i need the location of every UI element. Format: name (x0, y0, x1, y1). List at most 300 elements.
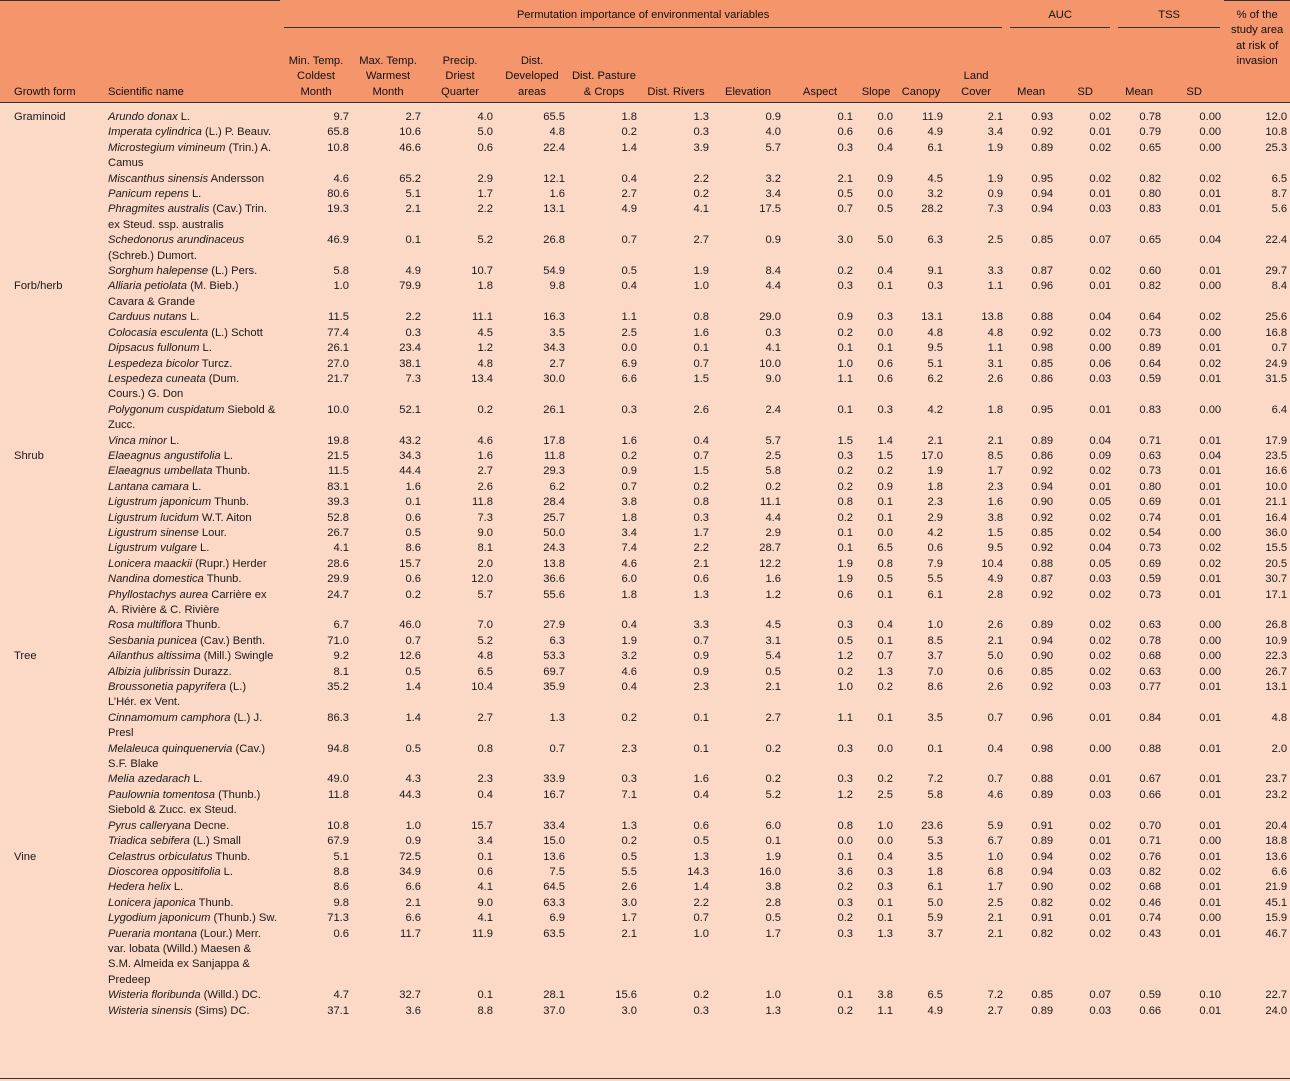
land-cover-cell: 8.5 (987, 449, 1004, 462)
land-cover-cell: 4.9 (987, 573, 1004, 586)
slope-cell: 0.6 (877, 357, 893, 370)
max-temp-cell: 0.3 (405, 326, 421, 339)
auc-sd-cell: 0.02 (1089, 634, 1112, 647)
canopy-cell: 13.1 (921, 311, 943, 324)
canopy-cell: 8.5 (927, 634, 943, 647)
scientific-name-cell (100, 572, 280, 587)
growth-form-cell (0, 927, 100, 989)
table-row (0, 495, 1290, 510)
tss-mean-cell: 0.68 (1139, 881, 1162, 894)
auc-mean-cell: 0.85 (1031, 357, 1054, 370)
auc-sd-cell: 0.03 (1089, 372, 1112, 385)
tss-sd-cell: 0.00 (1199, 650, 1222, 663)
auc-sd-cell: 0.07 (1089, 234, 1112, 247)
table-row (0, 403, 1290, 434)
min-temp-cell: 19.8 (327, 434, 349, 447)
dist-pasture-cell: 0.5 (621, 265, 637, 278)
auc-mean-cell: 0.89 (1031, 835, 1054, 848)
canopy-cell: 17.0 (921, 449, 943, 462)
tss-mean-cell: 0.59 (1139, 989, 1162, 1002)
risk-cell: 36.0 (1265, 526, 1288, 539)
growth-form-cell (0, 896, 100, 911)
max-temp-cell: 34.3 (399, 449, 421, 462)
precip-cell: 2.0 (477, 557, 493, 570)
precip-cell: 7.0 (477, 619, 493, 632)
precip-cell: 4.8 (477, 650, 493, 663)
table-row (0, 357, 1290, 372)
precip-cell: 2.3 (477, 773, 493, 786)
dist-developed-cell: 11.8 (544, 449, 565, 462)
auc-mean-cell: 0.94 (1031, 850, 1054, 863)
elevation-cell: 1.2 (765, 588, 781, 601)
min-temp-cell: 10.8 (327, 819, 349, 832)
dist-developed-cell: 16.3 (543, 311, 565, 324)
species-authority: (Lour.) Merr. var. lobata (Willd.) Maesen & S.M. Almeida ex Sanjappa & Predeep (108, 927, 261, 986)
canopy-cell: 6.1 (927, 141, 943, 154)
auc-mean-cell: 0.86 (1031, 449, 1054, 462)
canopy-cell: 1.8 (927, 865, 943, 878)
species-name: Sorghum halepense (108, 265, 209, 278)
min-temp-cell: 67.9 (327, 835, 349, 848)
slope-cell: 0.1 (877, 342, 893, 355)
land-cover-cell: 1.7 (987, 881, 1004, 894)
dist-rivers-cell: 0.4 (693, 788, 709, 801)
precip-cell: 4.5 (477, 326, 493, 339)
risk-cell: 24.9 (1265, 357, 1288, 370)
land-cover-cell: 5.9 (987, 819, 1004, 832)
growth-form-cell (0, 264, 100, 279)
tss-sd-cell: 0.00 (1199, 141, 1222, 154)
tss-sd-cell: 0.00 (1199, 619, 1222, 632)
dist-rivers-cell: 2.1 (693, 557, 709, 570)
scientific-name-cell (100, 541, 280, 556)
risk-cell: 46.7 (1265, 927, 1288, 940)
canopy-cell: 0.1 (927, 742, 943, 755)
dist-rivers-cell: 1.7 (693, 526, 709, 539)
auc-sd-cell: 0.02 (1089, 665, 1112, 678)
growth-form-cell (0, 557, 100, 572)
dist-developed-cell: 15.0 (543, 835, 565, 848)
dist-developed-cell: 7.5 (549, 865, 565, 878)
precip-cell: 2.7 (477, 465, 493, 478)
tss-sd-cell: 0.00 (1199, 526, 1222, 539)
dist-developed-cell: 4.8 (549, 126, 565, 139)
elevation-cell: 0.5 (765, 912, 781, 925)
max-temp-cell: 44.4 (399, 465, 421, 478)
species-authority: (Sims) DC. (194, 1004, 250, 1017)
slope-cell: 2.5 (877, 788, 893, 801)
auc-mean-cell: 0.88 (1031, 557, 1054, 570)
slope-cell: 5.0 (877, 234, 893, 247)
precip-cell: 7.3 (477, 511, 493, 524)
risk-cell: 16.8 (1265, 326, 1288, 339)
aspect-cell: 0.1 (837, 403, 853, 416)
header-elevation: Elevation (712, 28, 784, 102)
growth-form-cell (0, 372, 100, 403)
slope-cell: 0.7 (877, 650, 893, 663)
precip-cell: 12.0 (471, 573, 493, 586)
table-row (0, 742, 1290, 773)
risk-cell: 21.9 (1265, 881, 1288, 894)
tss-sd-cell: 0.02 (1199, 865, 1222, 878)
land-cover-cell: 2.1 (987, 927, 1004, 940)
max-temp-cell: 5.1 (405, 188, 421, 201)
header-dist-developed: Dist. Developed areas (496, 28, 568, 102)
auc-sd-cell: 0.03 (1089, 788, 1112, 801)
precip-cell: 6.5 (477, 665, 493, 678)
species-authority: (Trin.) A. Camus (108, 141, 272, 170)
tss-sd-cell: 0.01 (1199, 1004, 1222, 1017)
precip-cell: 4.1 (477, 881, 493, 894)
table-row (0, 326, 1290, 341)
scientific-name-cell (100, 634, 280, 649)
canopy-cell: 5.9 (927, 912, 943, 925)
slope-cell: 3.8 (877, 989, 893, 1002)
tss-mean-cell: 0.74 (1139, 912, 1162, 925)
aspect-cell: 1.5 (837, 434, 853, 447)
max-temp-cell: 43.2 (399, 434, 421, 447)
growth-form-cell (0, 233, 100, 264)
scientific-name-cell (100, 649, 280, 664)
dist-developed-cell: 16.7 (543, 788, 565, 801)
elevation-cell: 5.4 (765, 650, 781, 663)
risk-cell: 22.4 (1265, 234, 1288, 247)
max-temp-cell: 46.0 (399, 619, 421, 632)
header-bottom-rule (0, 102, 1290, 103)
max-temp-cell: 15.7 (399, 557, 421, 570)
land-cover-cell: 7.3 (987, 203, 1004, 216)
auc-sd-cell: 0.02 (1089, 650, 1112, 663)
risk-cell: 22.7 (1265, 989, 1288, 1002)
aspect-cell: 0.1 (837, 526, 853, 539)
dist-rivers-cell: 0.1 (693, 342, 709, 355)
species-name: Dioscorea oppositifolia (108, 865, 221, 878)
table-row (0, 618, 1290, 633)
precip-cell: 4.6 (477, 434, 493, 447)
scientific-name-cell (100, 742, 280, 773)
scientific-name-cell (100, 434, 280, 449)
dist-pasture-cell: 2.1 (621, 927, 637, 940)
slope-cell: 0.1 (877, 280, 893, 293)
table-row (0, 279, 1290, 310)
risk-cell: 10.9 (1265, 634, 1288, 647)
species-name: Nandina domestica (108, 573, 204, 586)
species-authority: L. (191, 480, 202, 493)
max-temp-cell: 11.7 (400, 927, 421, 940)
min-temp-cell: 10.0 (327, 403, 349, 416)
auc-sd-cell: 0.02 (1089, 526, 1112, 539)
aspect-cell: 0.5 (837, 188, 853, 201)
table-row (0, 711, 1290, 742)
tss-mean-cell: 0.64 (1139, 357, 1162, 370)
dist-developed-cell: 3.5 (549, 326, 565, 339)
growth-form-cell (0, 865, 100, 880)
canopy-cell: 4.8 (927, 326, 943, 339)
species-name: Elaeagnus umbellata (108, 465, 213, 478)
slope-cell: 0.1 (877, 634, 893, 647)
aspect-cell: 0.2 (837, 665, 853, 678)
growth-form-cell (0, 788, 100, 819)
species-name: Ligustrum japonicum (108, 496, 212, 509)
species-name: Carduus nutans (108, 311, 187, 324)
canopy-cell: 3.5 (927, 850, 943, 863)
dist-pasture-cell: 3.0 (621, 1004, 637, 1017)
auc-sd-cell: 0.02 (1089, 172, 1112, 185)
aspect-cell: 1.0 (837, 681, 853, 694)
dist-rivers-cell: 0.9 (693, 665, 709, 678)
dist-rivers-cell: 1.0 (693, 927, 709, 940)
land-cover-cell: 2.1 (987, 111, 1004, 123)
dist-pasture-cell: 1.8 (621, 111, 637, 123)
dist-developed-cell: 50.0 (543, 526, 565, 539)
table-row (0, 264, 1290, 279)
canopy-cell: 2.1 (927, 434, 943, 447)
dist-developed-cell: 13.8 (543, 557, 565, 570)
growth-form-cell: Shrub (14, 449, 44, 462)
growth-form-cell (0, 665, 100, 680)
auc-mean-cell: 0.88 (1031, 773, 1054, 786)
tss-sd-cell: 0.00 (1199, 835, 1222, 848)
auc-sd-cell: 0.01 (1089, 480, 1112, 493)
species-authority: Siebold & Zucc. (108, 403, 276, 432)
canopy-cell: 5.0 (927, 896, 943, 909)
elevation-cell: 2.7 (765, 711, 781, 724)
header-risk: % of the study area at risk of invasion (1224, 0, 1290, 102)
species-authority: (L.) Small (192, 835, 241, 848)
precip-cell: 13.4 (471, 372, 493, 385)
header-growth-form: Growth form (0, 28, 100, 102)
tss-sd-cell: 0.02 (1199, 357, 1222, 370)
tss-mean-cell: 0.73 (1139, 465, 1162, 478)
table-bottom-rule (0, 1078, 1290, 1079)
min-temp-cell: 49.0 (327, 773, 349, 786)
elevation-cell: 1.7 (765, 927, 781, 940)
risk-cell: 26.7 (1265, 665, 1288, 678)
auc-sd-cell: 0.02 (1089, 819, 1112, 832)
table-row (0, 434, 1290, 449)
scientific-name-cell (100, 310, 280, 325)
max-temp-cell: 2.1 (405, 896, 421, 909)
risk-cell: 6.5 (1271, 172, 1288, 185)
auc-mean-cell: 0.96 (1031, 711, 1054, 724)
canopy-cell: 3.2 (927, 188, 943, 201)
precip-cell: 0.4 (477, 788, 493, 801)
aspect-cell: 0.3 (837, 742, 853, 755)
aspect-cell: 1.2 (837, 650, 853, 663)
risk-cell: 10.0 (1265, 480, 1288, 493)
precip-cell: 8.8 (477, 1004, 493, 1017)
species-authority: Thunb. (185, 619, 221, 632)
growth-form-cell (0, 357, 100, 372)
dist-developed-cell: 6.2 (549, 480, 565, 493)
tss-mean-cell: 0.70 (1139, 819, 1162, 832)
aspect-cell: 3.6 (837, 865, 853, 878)
precip-cell: 0.6 (477, 865, 493, 878)
growth-form-cell (0, 680, 100, 711)
canopy-cell: 6.1 (927, 588, 943, 601)
canopy-cell: 5.1 (927, 357, 943, 370)
header-min-temp: Min. Temp. Coldest Month (280, 28, 352, 102)
auc-sd-cell: 0.00 (1089, 342, 1112, 355)
min-temp-cell: 29.9 (327, 573, 349, 586)
tss-mean-cell: 0.83 (1139, 403, 1162, 416)
max-temp-cell: 1.6 (405, 480, 421, 493)
min-temp-cell: 9.7 (333, 111, 349, 123)
risk-cell: 6.6 (1271, 865, 1288, 878)
species-name: Schedonorus arundinaceus (108, 234, 245, 247)
elevation-cell: 8.4 (765, 265, 781, 278)
dist-rivers-cell: 1.3 (693, 850, 709, 863)
aspect-cell: 0.1 (837, 850, 853, 863)
dist-pasture-cell: 0.4 (621, 280, 637, 293)
tss-sd-cell: 0.00 (1199, 912, 1222, 925)
slope-cell: 0.3 (877, 881, 893, 894)
slope-cell: 0.9 (877, 480, 893, 493)
slope-cell: 0.4 (877, 265, 893, 278)
dist-developed-cell: 27.9 (543, 619, 565, 632)
risk-cell: 29.7 (1265, 265, 1288, 278)
risk-cell: 22.3 (1265, 650, 1288, 663)
dist-pasture-cell: 0.2 (621, 126, 637, 139)
scientific-name-cell (100, 834, 280, 849)
tss-sd-cell: 0.10 (1199, 989, 1222, 1002)
tss-sd-cell: 0.01 (1199, 480, 1222, 493)
precip-cell: 5.2 (477, 234, 493, 247)
risk-cell: 18.8 (1265, 835, 1288, 848)
tss-mean-cell: 0.73 (1139, 542, 1162, 555)
precip-cell: 9.0 (477, 526, 493, 539)
auc-mean-cell: 0.90 (1031, 881, 1054, 894)
elevation-cell: 28.7 (759, 542, 781, 555)
tss-mean-cell: 0.73 (1139, 588, 1162, 601)
max-temp-cell: 4.9 (405, 265, 421, 278)
species-name: Ailanthus altissima (108, 650, 201, 663)
table-row (0, 572, 1290, 587)
auc-sd-cell: 0.02 (1089, 881, 1112, 894)
species-name: Alliaria petiolata (108, 280, 187, 293)
canopy-cell: 4.2 (927, 403, 943, 416)
table-row (0, 911, 1290, 926)
auc-mean-cell: 0.92 (1031, 326, 1054, 339)
risk-cell: 13.6 (1265, 850, 1288, 863)
dist-pasture-cell: 2.3 (621, 742, 637, 755)
species-authority: L. (223, 865, 234, 878)
slope-cell: 0.4 (877, 141, 893, 154)
species-authority: L. (193, 773, 203, 786)
max-temp-cell: 0.6 (405, 573, 421, 586)
growth-form-cell: Graminoid (14, 111, 66, 123)
table-row (0, 233, 1290, 264)
dist-developed-cell: 34.3 (543, 342, 565, 355)
elevation-cell: 12.2 (759, 557, 781, 570)
precip-cell: 4.1 (477, 912, 493, 925)
max-temp-cell: 0.5 (405, 742, 421, 755)
min-temp-cell: 8.1 (333, 665, 349, 678)
dist-pasture-cell: 0.4 (621, 681, 637, 694)
tss-sd-cell: 0.04 (1199, 234, 1222, 247)
scientific-name-cell (100, 588, 280, 619)
dist-pasture-cell: 0.3 (621, 403, 637, 416)
auc-sd-cell: 0.02 (1089, 465, 1112, 478)
dist-pasture-cell: 0.7 (621, 480, 637, 493)
dist-pasture-cell: 0.7 (621, 234, 637, 247)
header-spacer (100, 0, 280, 28)
auc-sd-cell: 0.02 (1089, 896, 1112, 909)
auc-mean-cell: 0.98 (1031, 342, 1054, 355)
table-row (0, 649, 1290, 664)
aspect-cell: 0.1 (837, 111, 853, 123)
dist-rivers-cell: 0.2 (693, 989, 709, 1002)
auc-mean-cell: 0.90 (1031, 650, 1054, 663)
elevation-cell: 5.8 (765, 465, 781, 478)
species-name: Celastrus orbiculatus (108, 850, 213, 863)
land-cover-cell: 1.9 (987, 141, 1004, 154)
canopy-cell: 4.9 (927, 126, 943, 139)
dist-rivers-cell: 1.4 (693, 881, 709, 894)
land-cover-cell: 3.8 (987, 511, 1004, 524)
min-temp-cell: 26.7 (327, 526, 349, 539)
elevation-cell: 2.4 (765, 403, 781, 416)
auc-sd-cell: 0.03 (1089, 1004, 1112, 1017)
scientific-name-cell (100, 618, 280, 633)
tss-mean-cell: 0.66 (1139, 788, 1162, 801)
tss-sd-cell: 0.02 (1199, 542, 1222, 555)
canopy-cell: 3.7 (927, 650, 943, 663)
dist-developed-cell: 1.3 (549, 711, 565, 724)
auc-mean-cell: 0.89 (1031, 619, 1054, 632)
auc-mean-cell: 0.89 (1031, 141, 1054, 154)
tss-mean-cell: 0.79 (1139, 126, 1162, 139)
tss-sd-cell: 0.01 (1199, 265, 1222, 278)
min-temp-cell: 9.8 (333, 896, 349, 909)
species-name: Triadica sebifera (108, 835, 190, 848)
auc-sd-cell: 0.01 (1089, 126, 1112, 139)
elevation-cell: 0.9 (765, 234, 781, 247)
species-authority: (L.) Schott (211, 326, 263, 339)
species-authority: L. (202, 342, 212, 355)
elevation-cell: 0.5 (765, 665, 781, 678)
auc-mean-cell: 0.89 (1031, 788, 1054, 801)
canopy-cell: 3.7 (927, 927, 943, 940)
tss-mean-cell: 0.67 (1139, 773, 1162, 786)
dist-pasture-cell: 6.6 (621, 372, 637, 385)
dist-developed-cell: 55.6 (543, 588, 565, 601)
species-name: Phragmites australis (108, 203, 210, 216)
aspect-cell: 1.9 (837, 557, 853, 570)
dist-pasture-cell: 7.4 (621, 542, 637, 555)
tss-sd-cell: 0.04 (1199, 449, 1222, 462)
species-authority: (Rupr.) Herder (195, 557, 267, 570)
tss-mean-cell: 0.63 (1139, 619, 1162, 632)
canopy-cell: 4.5 (927, 172, 943, 185)
tss-sd-cell: 0.00 (1199, 403, 1222, 416)
species-authority: (Thunb.) Sw. (213, 912, 277, 925)
max-temp-cell: 10.6 (399, 126, 421, 139)
species-name: Lantana camara (108, 480, 189, 493)
elevation-cell: 29.0 (759, 311, 781, 324)
land-cover-cell: 3.4 (987, 126, 1004, 139)
risk-cell: 8.4 (1271, 280, 1288, 293)
land-cover-cell: 6.7 (987, 835, 1004, 848)
auc-mean-cell: 0.94 (1031, 480, 1054, 493)
precip-cell: 15.7 (471, 819, 493, 832)
growth-form-cell (0, 495, 100, 510)
aspect-cell: 0.0 (837, 835, 853, 848)
growth-form-cell (0, 172, 100, 187)
table-row (0, 819, 1290, 834)
precip-cell: 9.0 (477, 896, 493, 909)
auc-mean-cell: 0.95 (1031, 172, 1054, 185)
